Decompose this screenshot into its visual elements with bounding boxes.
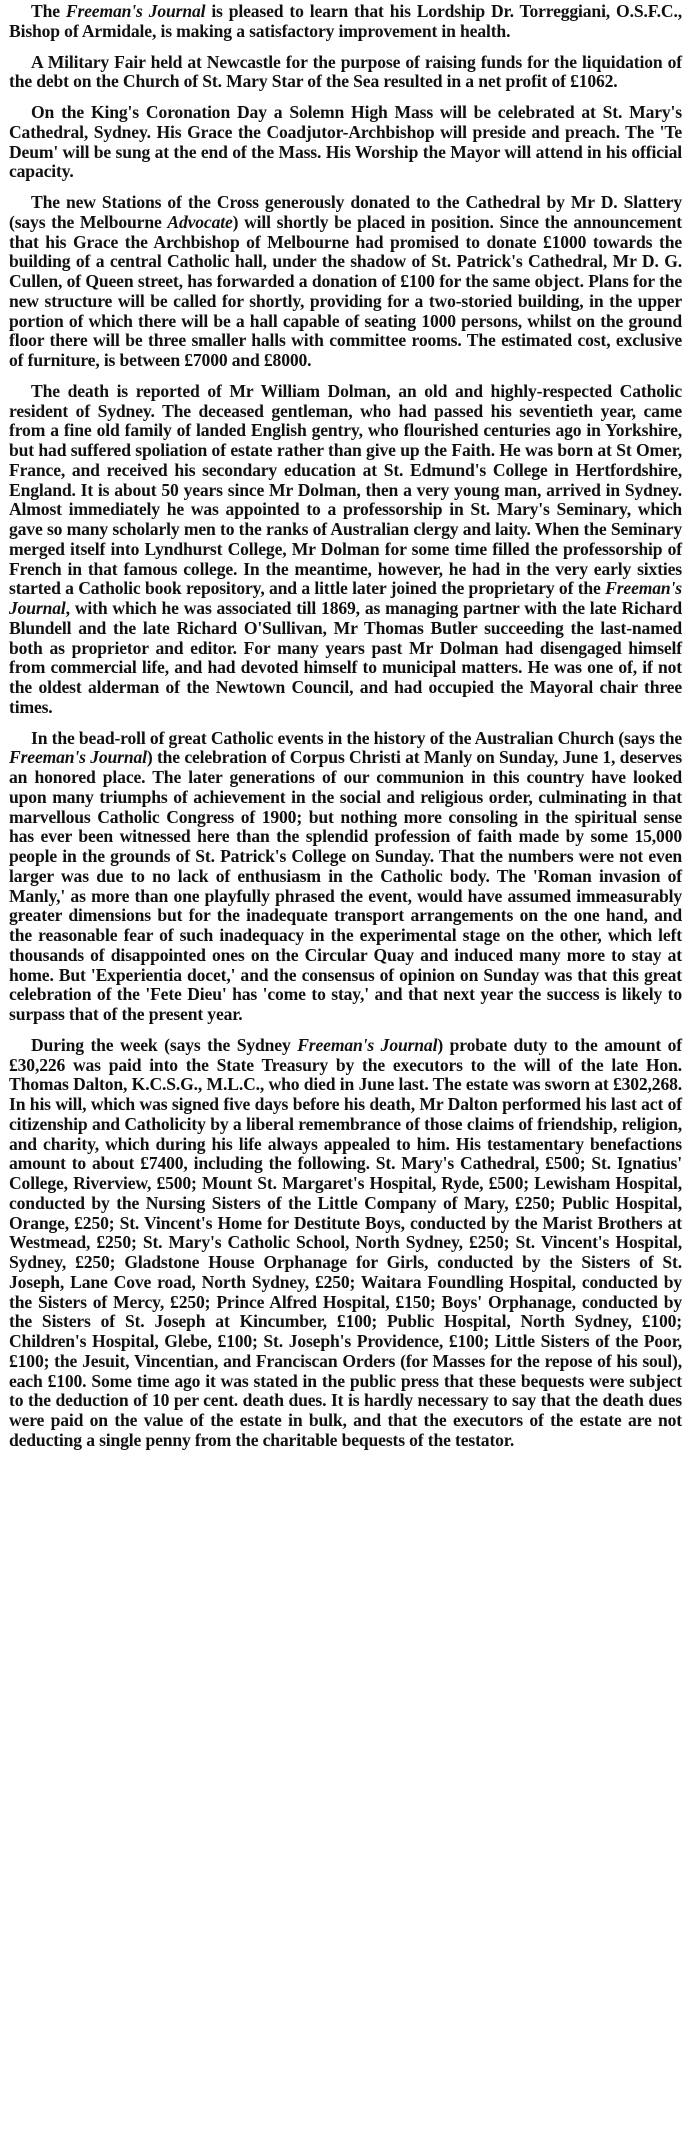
paragraph-text: is pleased to learn that his Lordship Dr. Torreggiani, O.S.F.C., Bishop of Armidale, is making a satisfactory improvement in health. (9, 1, 682, 41)
paragraph-text: ) will shortly be placed in position. Since the announcement that his Grace the Archbishop of Melbourne had promised to donate £1000 towards the building of a central Catholic hall, under the shadow of St. Patrick's Cathedral, Mr D. G. Cullen, of Queen street, has forwarded a donation of £100 for the same object. Plans for the new structure will be called for shortly, providing for a two-storied building, in the upper portion of which there will be a hall capable of seating 1000 persons, whilst on the ground floor there will be three smaller halls with committee rooms. The estimated cost, exclusive of furniture, is between £7000 and £8000. (9, 211, 682, 370)
paragraph-text: In the bead-roll of great Catholic events in the history of the Australian Church (says the (31, 727, 682, 748)
paragraph-text: ) the celebration of Corpus Christi at Manly on Sunday, June 1, deserves an honored place. The later generations of our communion in this country have looked upon many triumphs of achievement in the social and religious order, culminating in that marvellous Catholic Congress of 1900; but nothing more consoling in the spiritual sense has ever been witnessed here than the splendid profession of faith made by some 15,000 people in the grounds of St. Patrick's College on Sunday. That the numbers were not even larger was due to no lack of enthusiasm in the Catholic body. The 'Roman invasion of Manly,' as more than one playfully phrased the event, would have assumed immeasurably greater dimensions but for the inadequate transport arrangements on the one hand, and the reasonable fear of such inadequacy in the experimental stage on the other, which left thousands of disappointed ones on the Circular Quay and induced many more to stay at home. But 'Experientia docet,' and the consensus of opinion on Sunday was that this great celebration of the 'Fete Dieu' has 'come to stay,' and that next year the success is likely to surpass that of the present year. (9, 747, 682, 1024)
paragraph-text: The (31, 1, 66, 21)
paragraph-dolman-obituary (9, 382, 682, 718)
paragraph-corpus-christi (9, 729, 682, 1025)
paragraph-text: The new Stations of the Cross generously donated to the Cathedral by Mr D. Slattery (says the Melbourne (9, 192, 682, 232)
publication-name: Freeman's Journal (9, 747, 147, 768)
paragraph-dalton-probate (9, 1036, 682, 1451)
paragraph-text: During the week (says the Sydney (31, 1034, 298, 1055)
paragraph-torreggiani (9, 2, 682, 42)
paragraph-text: On the King's Coronation Day a Solemn High Mass will be celebrated at St. Mary's Cathedral, Sydney. His Grace the Coadjutor-Archbishop will preside and preach. The 'Te Deum' will be sung at the end of the Mass. His Worship the Mayor will attend in his official capacity. (9, 102, 682, 182)
paragraph-text: The death is reported of Mr William Dolman, an old and highly-respected Catholic resident of Sydney. The deceased gentleman, who had passed his seventieth year, came from a fine old family of landed English gentry, who flourished centuries ago in Yorkshire, but had suffered spoliation of estate rather than give up the Faith. He was born at St Omer, France, and received his secondary education at St. Edmund's College in Hertfordshire, England. It is about 50 years since Mr Dolman, then a very young man, arrived in Sydney. Almost immediately he was appointed to a professorship in St. Mary's Seminary, which gave so many scholarly men to the ranks of Australian clergy and laity. When the Seminary merged itself into Lyndhurst College, Mr Dolman for some time filled the professorship of French in that famous college. In the meantime, however, he had in the very early sixties started a Catholic book repository, and a little later joined the proprietary of the (9, 380, 682, 599)
paragraph-text: A Military Fair held at Newcastle for the purpose of raising funds for the liquidation of the debt on the Church of St. Mary Star of the Sea resulted in a net profit of £1062. (9, 51, 682, 92)
paragraph-stations-of-cross (9, 193, 682, 371)
paragraph-text: , with which he was associated till 1869, as managing partner with the late Richard Blundell and the late Richard O'Sullivan, Mr Thomas Butler succeeding the last-named both as proprietor and editor. For many years past Mr Dolman had disengaged himself from commercial life, and had devoted himself to municipal matters. He was one of, if not the oldest alderman of the Newtown Council, and had occupied the Mayoral chair three times. (9, 598, 682, 717)
publication-name: Freeman's Journal (9, 578, 682, 618)
paragraph-military-fair (9, 53, 682, 93)
publication-name: Advocate (167, 211, 233, 232)
publication-name: Freeman's Journal (65, 1, 206, 21)
publication-name: Freeman's Journal (297, 1034, 438, 1055)
paragraph-text: ) probate duty to the amount of £30,226 was paid into the State Treasury by the executors to the will of the late Hon. Thomas Dalton, K.C.S.G., M.L.C., who died in June last. The estate was sworn at £302,268. In his will, which was signed five days before his death, Mr Dalton performed his last act of citizenship and Catholicity by a liberal remembrance of those claims of friendship, religion, and charity, which during his life always appealed to him. His testamentary benefactions amount to about £7400, including the following. St. Mary's Cathedral, £500; St. Ignatius' College, Riverview, £500; Mount St. Margaret's Hospital, Ryde, £500; Lewisham Hospital, conducted by the Nursing Sisters of the Little Company of Mary, £250; Public Hospital, Orange, £250; St. Vincent's Home for Destitute Boys, conducted by the Marist Brothers at Westmead, £250; St. Mary's Catholic School, North Sydney, £250; St. Vincent's Hospital, Sydney, £250; Gladstone House Orphanage for Girls, conducted by the Sisters of St. Joseph, Lane Cove road, North Sydney, £250; Waitara Foundling Hospital, conducted by the Sisters of Mercy, £250; Prince Alfred Hospital, £150; Boys' Orphanage, conducted by the Sisters of St. Joseph at Kincumber, £100; Public Hospital, North Sydney, £100; Children's Hospital, Glebe, £100; St. Joseph's Providence, £100; Little Sisters of the Poor, £100; the Jesuit, Vincentian, and Franciscan Orders (for Masses for the repose of his soul), each £100. Some time ago it was stated in the public press that these bequests were subject to the deduction of 10 per cent. death dues. It is hardly necessary to say that the death dues were paid on the value of the estate in bulk, and that the executors of the estate are not deducting a single penny from the charitable bequests of the testator. (9, 1034, 682, 1450)
paragraph-coronation-mass (9, 103, 682, 182)
